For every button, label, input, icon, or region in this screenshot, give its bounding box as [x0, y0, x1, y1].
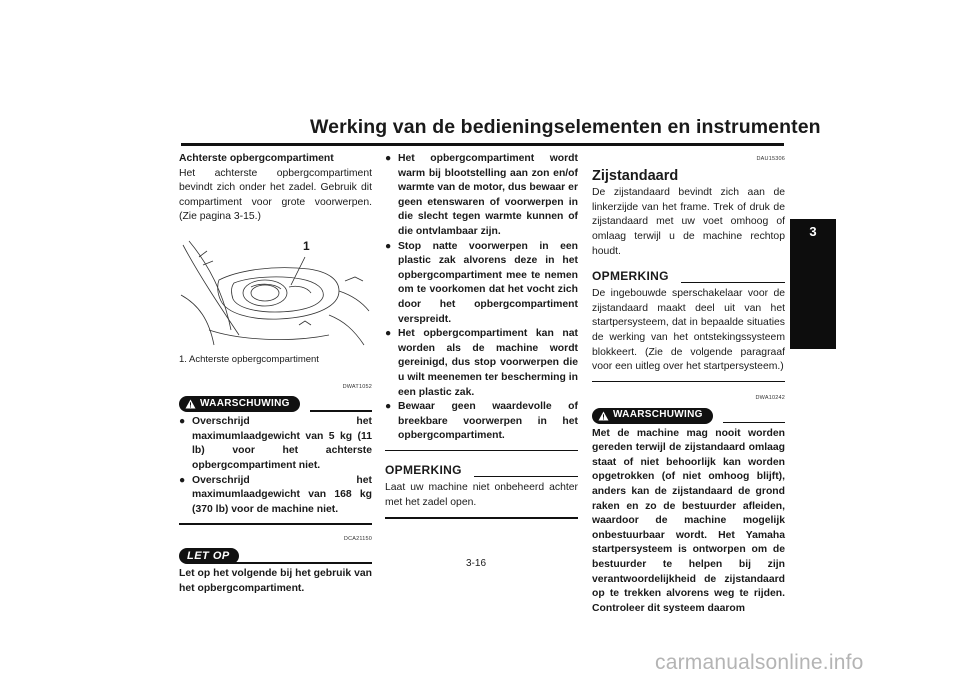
notice-end-rule: [385, 450, 578, 451]
warning-rule: [310, 410, 372, 412]
scooter-storage-illustration: [179, 235, 372, 350]
warning-code: DWA10242: [755, 395, 785, 402]
note-title: OPMERKING: [592, 269, 669, 284]
storage-figure: [179, 235, 372, 350]
figure-callout-number: 1: [303, 238, 310, 253]
header-rule: [181, 143, 784, 146]
warning-bullet: ● Overschrijd het maximumlaadgewicht van 168 kg (370 lb) voor de machine niet.: [179, 474, 372, 515]
chapter-number: 3: [809, 224, 817, 239]
warning-label: WAARSCHUWING: [613, 409, 703, 421]
warning-badge: [592, 408, 713, 424]
note-rule: [474, 476, 578, 477]
page-number: 3-16: [466, 558, 487, 569]
page-header-title: Werking van de bedieningselementen en instrumenten: [310, 116, 821, 138]
warning-text: Met de machine mag nooit worden gereden terwijl de zijstandaard omlaag staat of niet behoorlijk kan worden opgetrokken (of niet omhoog blijft), anders kan de zijstandaard de grond raken en zo de bestuurder afleiden, waardoor de machine mogelijk onbestuurbaar wordt. Het Yamaha startpersysteem is ontworpen om de bestuurder te helpen bij zijn verantwoordelijkheid de zijstandaard op te trekken alvorens weg te rijden. Controleer dit systeem daarom: [592, 427, 785, 614]
warning-triangle-icon: [185, 399, 196, 409]
notice-code: DCA21150: [343, 535, 372, 542]
note-end-rule: [385, 517, 578, 518]
note-title: OPMERKING: [385, 463, 462, 478]
warning-end-rule: [179, 523, 372, 524]
notice-header: [179, 548, 372, 565]
warning-triangle-icon: [598, 411, 609, 421]
note-header: [385, 463, 578, 480]
rear-storage-paragraph: Het achterste opbergcompartiment bevindt zich onder het zadel. Gebruik dit compartiment voor grote voorwerpen. (Zie pagina 3-15.): [179, 167, 372, 223]
right-column: [592, 152, 785, 616]
figure-caption: 1. Achterste opbergcompartiment: [179, 353, 319, 365]
warning-label: WAARSCHUWING: [200, 397, 290, 409]
note-text: De ingebouwde sperschakelaar voor de zijstandaard maakt deel uit van het startpersysteem, dat in bepaalde situaties de werking van het ontstekingssysteem blokkeert. (Zie de volgende paragraaf voor een uitleg over het startpersysteem.): [592, 288, 785, 373]
section-title-zijstandaard: Zijstandaard: [592, 167, 679, 184]
warning-code: DWAT1052: [342, 383, 372, 390]
warning-rule: [723, 422, 785, 424]
notice-bullet: ● Het opbergcompartiment kan nat worden als de machine wordt gereinigd, dus stop voorwerpen die u wilt meenemen ter bescherming in een plastic zak.: [385, 328, 578, 398]
note-text: Laat uw machine niet onbeheerd achter met het zadel open.: [385, 482, 578, 508]
notice-rule: [230, 562, 372, 564]
warning-header: [592, 408, 785, 425]
watermark: carmanualsonline.info: [655, 651, 864, 674]
warning-bullet: ● Overschrijd het maximumlaadgewicht van 5 kg (11 lb) voor het achterste opbergcompartiment niet.: [179, 416, 372, 471]
note-header: [592, 269, 785, 286]
note-rule: [681, 282, 785, 283]
notice-badge: LET OP: [179, 548, 239, 564]
notice-bullet: ● Stop natte voorwerpen in een plastic zak alvorens deze in het opbergcompartiment mee te nemen om te voorkomen dat het vocht zich door het opbergcompartiment verspreidt.: [385, 240, 578, 325]
notice-bullet: ● Bewaar geen waardevolle of breekbare voorwerpen in het opbergcompartiment.: [385, 401, 578, 442]
notice-bullet: ● Het opbergcompartiment wordt warm bij blootstelling aan zon en/of warmte van de motor, dus bewaar er geen etenswaren of voorwerpen in die slecht tegen warmte kunnen of die ontvlambaar zijn.: [385, 153, 578, 237]
left-column: [179, 152, 372, 596]
sidestand-paragraph: De zijstandaard bevindt zich aan de linkerzijde van het frame. Trek of druk de zijstandaard met uw voet omhoog of omlaag terwijl u de machine rechtop houdt.: [592, 187, 785, 257]
warning-header: [179, 396, 372, 413]
section-code: DAU15306: [756, 156, 785, 162]
warning-badge: [179, 396, 300, 412]
section-heading-rear-storage: Achterste opbergcompartiment: [179, 153, 334, 164]
middle-column: [385, 152, 578, 519]
notice-text: Let op het volgende bij het gebruik van het opbergcompartiment.: [179, 568, 372, 594]
note-end-rule: [592, 381, 785, 382]
